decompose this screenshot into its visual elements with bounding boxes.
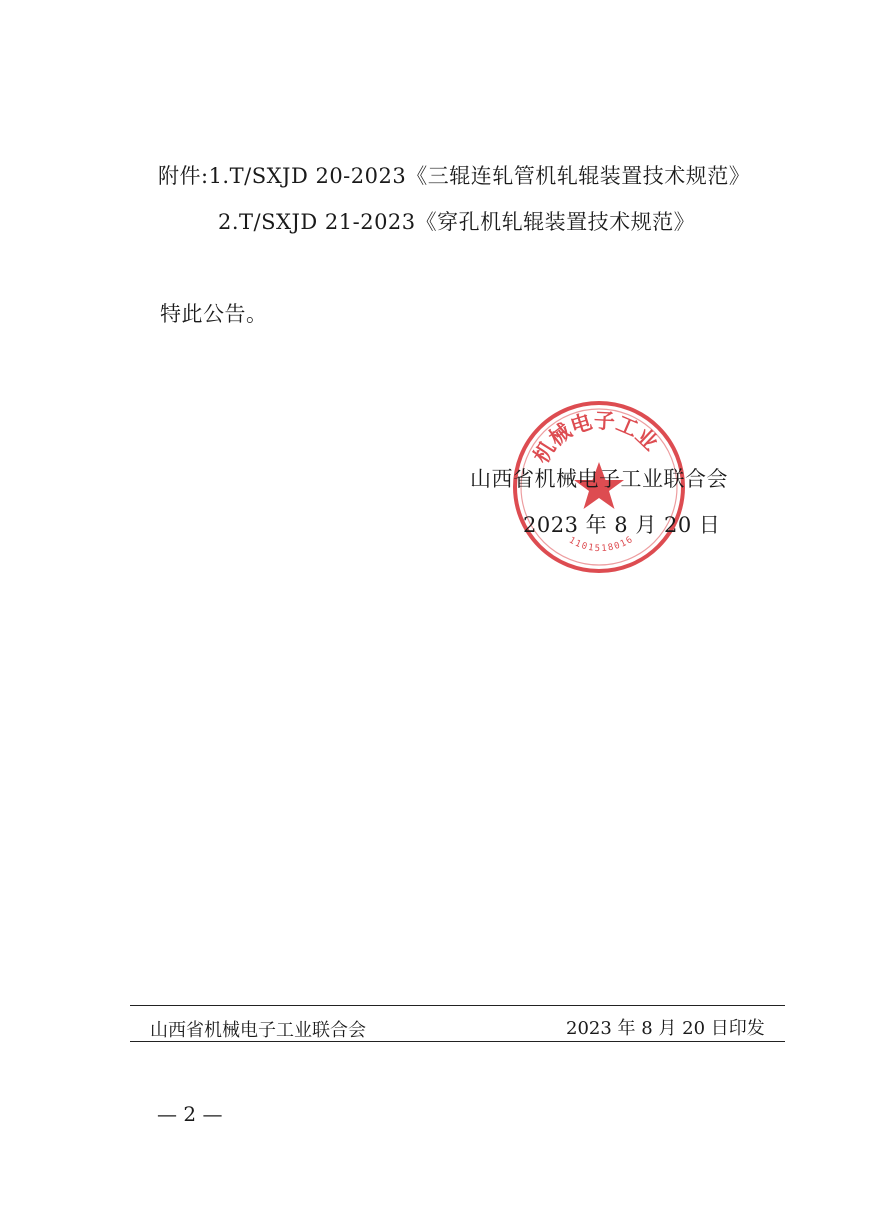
footer-rule-bottom — [130, 1041, 785, 1042]
attachment-line-1: 附件:1.T/SXJD 20-2023《三辊连轧管机轧辊装置技术规范》 — [158, 164, 751, 188]
footer-issue-date: 2023 年 8 月 20 日印发 — [566, 1018, 765, 1039]
closing-statement: 特此公告。 — [160, 302, 268, 326]
signature-date: 2023 年 8 月 20 日 — [523, 513, 721, 537]
page-number: — 2 — — [157, 1102, 223, 1126]
footer-organization: 山西省机械电子工业联合会 — [150, 1020, 366, 1041]
signature-organization: 山西省机械电子工业联合会 — [470, 467, 728, 491]
footer-rule-top — [130, 1005, 785, 1006]
seal-code: 1101518016 — [567, 534, 636, 555]
seal-text: 机械电子工业 — [528, 408, 663, 468]
attachment-line-2: 2.T/SXJD 21-2023《穿孔机轧辊装置技术规范》 — [218, 210, 696, 234]
